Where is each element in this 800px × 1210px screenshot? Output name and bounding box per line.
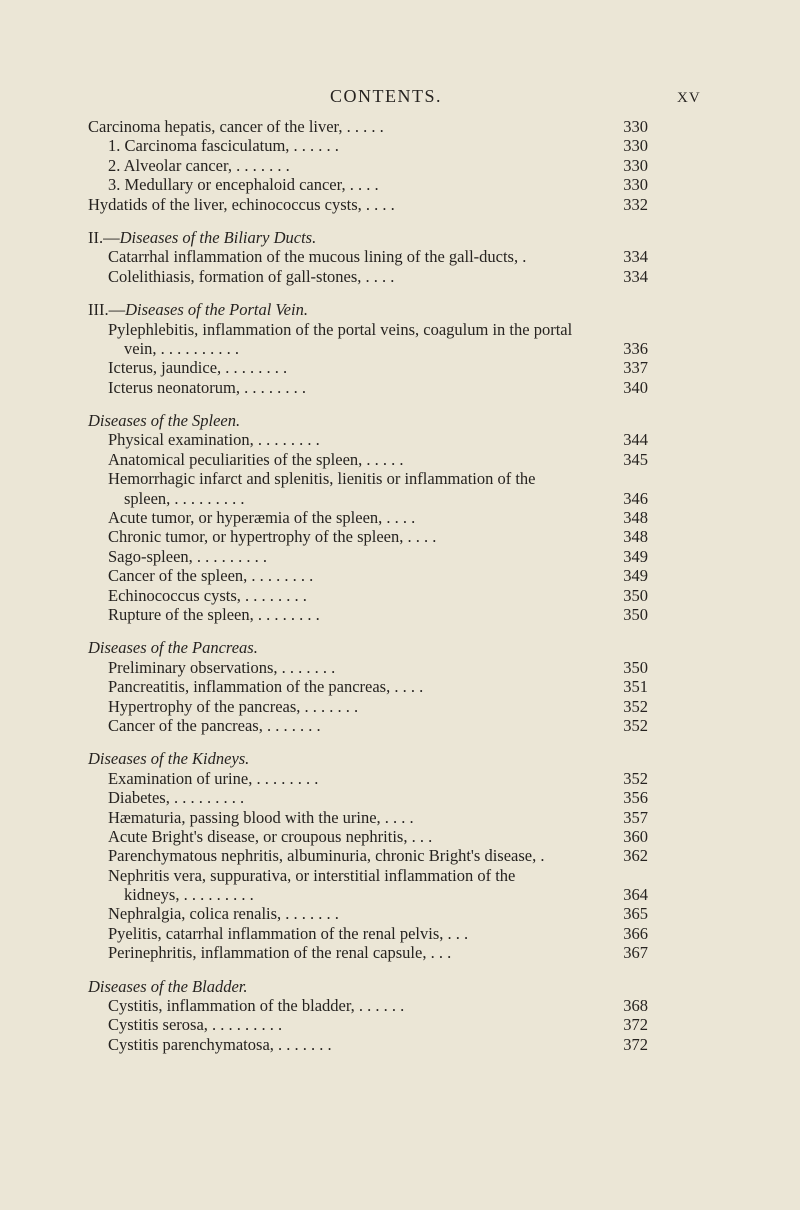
toc-entry-title: Cancer of the spleen, . . . . . . . . — [108, 566, 314, 586]
toc-entry-page-number: 334 — [623, 266, 648, 286]
toc-entry — [88, 924, 648, 943]
toc-entry-page-number: 352 — [623, 696, 648, 716]
toc-entry — [88, 195, 648, 214]
toc-entry-title: Pylephlebitis, inflammation of the portal veins, coagulum in the portal — [108, 319, 573, 339]
toc-entry-title: Diabetes, . . . . . . . . . — [108, 788, 245, 808]
toc-entry-page-number: 330 — [623, 175, 648, 195]
toc-entry-page-number: 330 — [623, 117, 648, 136]
toc-entry-page-number: 346 — [623, 488, 648, 508]
toc-entry — [88, 156, 648, 175]
section-gap — [88, 963, 648, 977]
section-gap — [88, 214, 648, 228]
section-heading — [88, 411, 648, 430]
section-heading — [88, 749, 648, 768]
toc-entry-title: Hypertrophy of the pancreas, . . . . . . . — [108, 696, 359, 716]
toc-entry-page-number: 360 — [623, 826, 648, 846]
section-heading — [88, 300, 648, 319]
toc-entry — [88, 117, 648, 136]
toc-entry-title: Sago-spleen, . . . . . . . . . — [108, 546, 268, 566]
toc-entry — [88, 808, 648, 827]
toc-entry — [88, 827, 648, 846]
toc-entry-page-number: 365 — [623, 904, 648, 924]
toc-entry-page-number: 352 — [623, 715, 648, 735]
toc-entry-title: 1. Carcinoma fasciculatum, . . . . . . — [108, 136, 339, 156]
toc-entry-page-number: 368 — [623, 996, 648, 1016]
section-heading-text: Diseases of the Pancreas. — [88, 638, 258, 658]
toc-entry — [88, 996, 648, 1015]
toc-entry-page-number: 330 — [623, 136, 648, 156]
toc-entry-page-number: 334 — [623, 247, 648, 267]
page-folio: XV — [677, 90, 701, 106]
toc-entry-title: Cancer of the pancreas, . . . . . . . — [108, 715, 321, 735]
toc-entry-title: Pancreatitis, inflammation of the pancreas, . . . . — [108, 677, 424, 697]
toc-entry — [88, 566, 648, 585]
toc-entry — [88, 339, 648, 358]
toc-entry-title: Cystitis parenchymatosa, . . . . . . . — [108, 1034, 332, 1054]
toc-entry-title: vein, . . . . . . . . . . — [124, 338, 240, 358]
section-gap — [88, 286, 648, 300]
section-gap — [88, 735, 648, 749]
toc-entry-page-number: 362 — [623, 846, 648, 866]
toc-entry-page-number: 340 — [623, 377, 648, 397]
section-heading-text: Diseases of the Bladder. — [88, 976, 248, 996]
toc-entry — [88, 450, 648, 469]
toc-entry — [88, 527, 648, 546]
toc-entry — [88, 846, 648, 865]
toc-entry-page-number: 345 — [623, 449, 648, 469]
toc-entry-title: Rupture of the spleen, . . . . . . . . — [108, 604, 320, 624]
toc-entry-title: kidneys, . . . . . . . . . — [124, 885, 254, 905]
toc-entry-page-number: 372 — [623, 1034, 648, 1054]
section-heading-text: II.—Diseases of the Biliary Ducts. — [88, 227, 317, 247]
toc-entry — [88, 469, 648, 488]
toc-entry — [88, 547, 648, 566]
running-head — [0, 86, 800, 110]
toc-entry-page-number: 366 — [623, 923, 648, 943]
toc-entry — [88, 508, 648, 527]
toc-entry-page-number: 344 — [623, 430, 648, 450]
toc-entry-title: Carcinoma hepatis, cancer of the liver, . . . . . — [88, 117, 384, 136]
toc-entry-page-number: 356 — [623, 788, 648, 808]
toc-entry-page-number: 349 — [623, 546, 648, 566]
toc-entry — [88, 175, 648, 194]
toc-entry — [88, 605, 648, 624]
toc-entry-title: Catarrhal inflammation of the mucous lining of the gall-ducts, . — [108, 247, 527, 267]
toc-entry — [88, 358, 648, 377]
toc-entry — [88, 658, 648, 677]
toc-entry-title: Echinococcus cysts, . . . . . . . . — [108, 585, 307, 605]
toc-entry-page-number: 350 — [623, 604, 648, 624]
toc-entry-title: Hæmaturia, passing blood with the urine, . . . . — [108, 807, 414, 827]
toc-entry-title: Pyelitis, catarrhal inflammation of the renal pelvis, . . . — [108, 923, 469, 943]
toc-entry-title: Nephritis vera, suppurativa, or interstitial inflammation of the — [108, 865, 516, 885]
toc-entry-page-number: 372 — [623, 1015, 648, 1035]
section-heading — [88, 977, 648, 996]
toc-entry — [88, 1015, 648, 1034]
toc-entry — [88, 136, 648, 155]
toc-entry-title: Icterus neonatorum, . . . . . . . . — [108, 377, 306, 397]
toc-entry-page-number: 350 — [623, 657, 648, 677]
toc-entry-page-number: 364 — [623, 885, 648, 905]
toc-entry — [88, 247, 648, 266]
toc-entry — [88, 885, 648, 904]
toc-entry-page-number: 348 — [623, 508, 648, 528]
toc-entry-title: Chronic tumor, or hypertrophy of the spleen, . . . . — [108, 527, 437, 547]
toc-entry-title: Cystitis, inflammation of the bladder, . . . . . . — [108, 996, 405, 1016]
toc-entry-title: Icterus, jaundice, . . . . . . . . — [108, 358, 288, 378]
table-of-contents — [88, 117, 648, 1054]
toc-entry — [88, 716, 648, 735]
toc-entry-page-number: 351 — [623, 677, 648, 697]
toc-entry-title: Colelithiasis, formation of gall-stones, . . . . — [108, 266, 395, 286]
running-head-title: CONTENTS. — [330, 86, 442, 106]
toc-entry-title: Physical examination, . . . . . . . . — [108, 430, 320, 450]
toc-entry-title: Acute tumor, or hyperæmia of the spleen, . . . . — [108, 508, 416, 528]
toc-entry-title: Parenchymatous nephritis, albuminuria, chronic Bright's disease, . — [108, 846, 545, 866]
section-gap — [88, 624, 648, 638]
toc-entry-title: Nephralgia, colica renalis, . . . . . . . — [108, 904, 339, 924]
toc-entry-title: Examination of urine, . . . . . . . . — [108, 768, 319, 788]
toc-entry-page-number: 337 — [623, 358, 648, 378]
section-gap — [88, 397, 648, 411]
toc-entry-title: Hemorrhagic infarct and splenitis, lienitis or inflammation of the — [108, 469, 536, 489]
toc-entry-page-number: 349 — [623, 566, 648, 586]
toc-entry-title: 3. Medullary or encephaloid cancer, . . . . — [108, 175, 379, 195]
toc-entry — [88, 769, 648, 788]
toc-entry-title: Anatomical peculiarities of the spleen, . . . . . — [108, 449, 404, 469]
toc-entry — [88, 430, 648, 449]
toc-entry-page-number: 330 — [623, 155, 648, 175]
toc-entry — [88, 866, 648, 885]
section-heading — [88, 638, 648, 657]
toc-entry-title: Hydatids of the liver, echinococcus cysts, . . . . — [88, 194, 395, 214]
toc-entry — [88, 586, 648, 605]
toc-entry — [88, 1035, 648, 1054]
toc-entry-page-number: 352 — [623, 768, 648, 788]
section-heading — [88, 228, 648, 247]
section-heading-text: Diseases of the Spleen. — [88, 411, 241, 431]
toc-entry-page-number: 332 — [623, 194, 648, 214]
toc-entry — [88, 267, 648, 286]
toc-entry-page-number: 348 — [623, 527, 648, 547]
toc-entry-title: Acute Bright's disease, or croupous nephritis, . . . — [108, 826, 433, 846]
toc-entry-title: 2. Alveolar cancer, . . . . . . . — [108, 155, 290, 175]
toc-entry-page-number: 367 — [623, 943, 648, 963]
toc-entry — [88, 943, 648, 962]
toc-entry — [88, 489, 648, 508]
toc-entry — [88, 378, 648, 397]
toc-entry — [88, 697, 648, 716]
section-heading-text: III.—Diseases of the Portal Vein. — [88, 300, 308, 320]
toc-entry — [88, 904, 648, 923]
toc-entry-title: Preliminary observations, . . . . . . . — [108, 657, 336, 677]
toc-entry — [88, 677, 648, 696]
toc-entry — [88, 320, 648, 339]
section-heading-text: Diseases of the Kidneys. — [88, 749, 250, 769]
toc-entry — [88, 788, 648, 807]
toc-entry-page-number: 357 — [623, 807, 648, 827]
toc-entry-title: Cystitis serosa, . . . . . . . . . — [108, 1015, 283, 1035]
toc-entry-page-number: 336 — [623, 338, 648, 358]
toc-entry-title: Perinephritis, inflammation of the renal capsule, . . . — [108, 943, 452, 963]
toc-entry-page-number: 350 — [623, 585, 648, 605]
toc-entry-title: spleen, . . . . . . . . . — [124, 488, 245, 508]
